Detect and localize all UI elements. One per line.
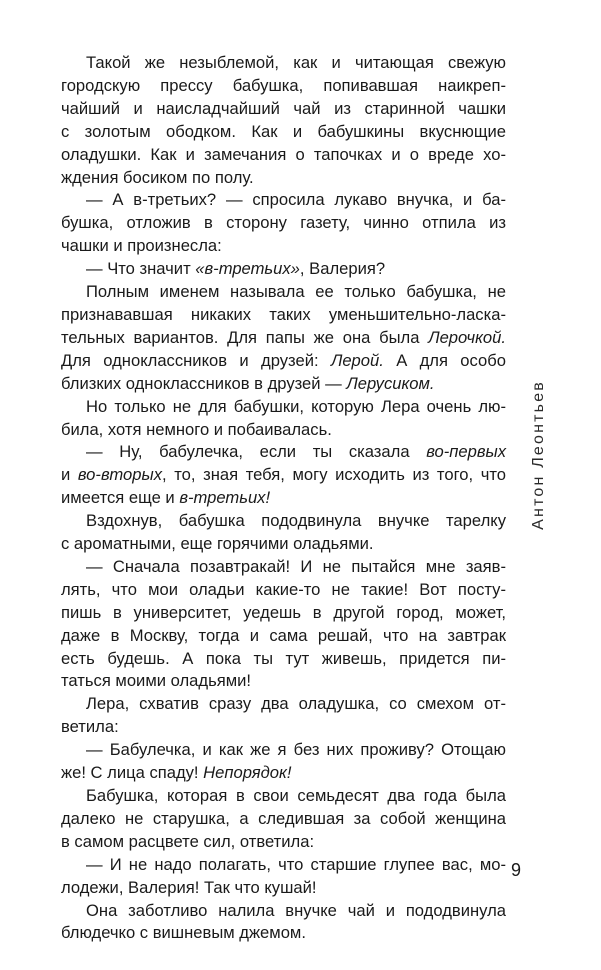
text-line: имеется еще и в-третьих! (61, 488, 271, 508)
text-line: оладушки. Как и замечания о тапочках и о вреде хо- (61, 144, 506, 164)
text-line: далеко не старушка, а следившая за собой женщина (61, 808, 506, 828)
text-line: бушка, отложив в сторону газету, чинно отпила из (61, 213, 506, 233)
text-line: била, хотя немного и побаивалась. (61, 419, 332, 439)
text-line: же! С лица спаду! Непорядок! (61, 763, 292, 783)
text-line: Она заботливо налила внучке чай и пододвинула (86, 900, 506, 920)
running-head: Антон Леонтьев (530, 380, 547, 530)
text-line: Лера, схватив сразу два оладушка, со смехом от- (86, 694, 506, 714)
text-line: — А в-третьих? — спросила лукаво внучка, и ба- (86, 190, 506, 210)
text-line: лять, что мои оладьи какие-то не такие! Вот посту- (61, 579, 506, 599)
text-line: чашки и произнесла: (61, 236, 222, 256)
text-line: Для одноклассников и друзей: Лерой. А для особо (61, 350, 506, 370)
text-line: признававшая никаких таких уменьшительно-ласка- (61, 304, 506, 324)
text-line: — Ну, бабулечка, если ты сказала во-первых (86, 442, 506, 462)
text-line: ждения босиком по полу. (61, 167, 254, 187)
text-line: Бабушка, которая в свои семьдесят два года была (86, 786, 506, 805)
text-line: — Что значит «в-третьих», Валерия? (86, 259, 386, 279)
text-line: блюдечко с вишневым джемом. (61, 923, 306, 943)
text-line: тельных вариантов. Для папы же она была Лерочкой. (61, 327, 506, 347)
text-line: чайший и наисладчайший чай из старинной чашки (61, 98, 506, 118)
text-line: Вздохнув, бабушка пододвинула внучке тарелку (86, 511, 506, 531)
text-line: городскую прессу бабушка, попивавшая наикреп- (61, 75, 506, 95)
text-line: Но только не для бабушки, которую Лера очень лю- (86, 396, 506, 416)
text-line: — Бабулечка, и как же я без них проживу? Отощаю (86, 740, 506, 760)
text-line: — Сначала позавтракай! И не пытайся мне заяв- (86, 556, 506, 576)
text-line: с ароматными, еще горячими оладьями. (61, 534, 374, 554)
text-line: Полным именем называла ее только бабушка, не (86, 282, 506, 302)
text-line: близких одноклассников в друзей — Лерусиком. (61, 373, 435, 393)
text-line: даже в Москву, тогда и сама решай, что на завтрак (61, 625, 506, 645)
page-number: 9 (511, 860, 522, 880)
text-line: Такой же незыблемой, как и читающая свежую (86, 53, 506, 72)
text-line: таться моими оладьями! (61, 671, 251, 691)
text-line: лодежи, Валерия! Так что кушай! (61, 877, 317, 897)
text-line: ветила: (61, 717, 119, 737)
text-body (61, 52, 506, 945)
text-line: и во-вторых, то, зная тебя, могу исходить из того, что (61, 465, 506, 485)
text-line: — И не надо полагать, что старшие глупее вас, мо- (86, 854, 506, 874)
text-line: есть будешь. А пока ты тут живешь, придется пи- (61, 648, 506, 668)
text-line: с золотым ободком. Как и бабушкины вкуснющие (61, 121, 506, 141)
text-line: в самом расцвете сил, ответила: (61, 831, 315, 851)
text-line: пишь в университет, уедешь в другой город, может, (61, 602, 506, 622)
